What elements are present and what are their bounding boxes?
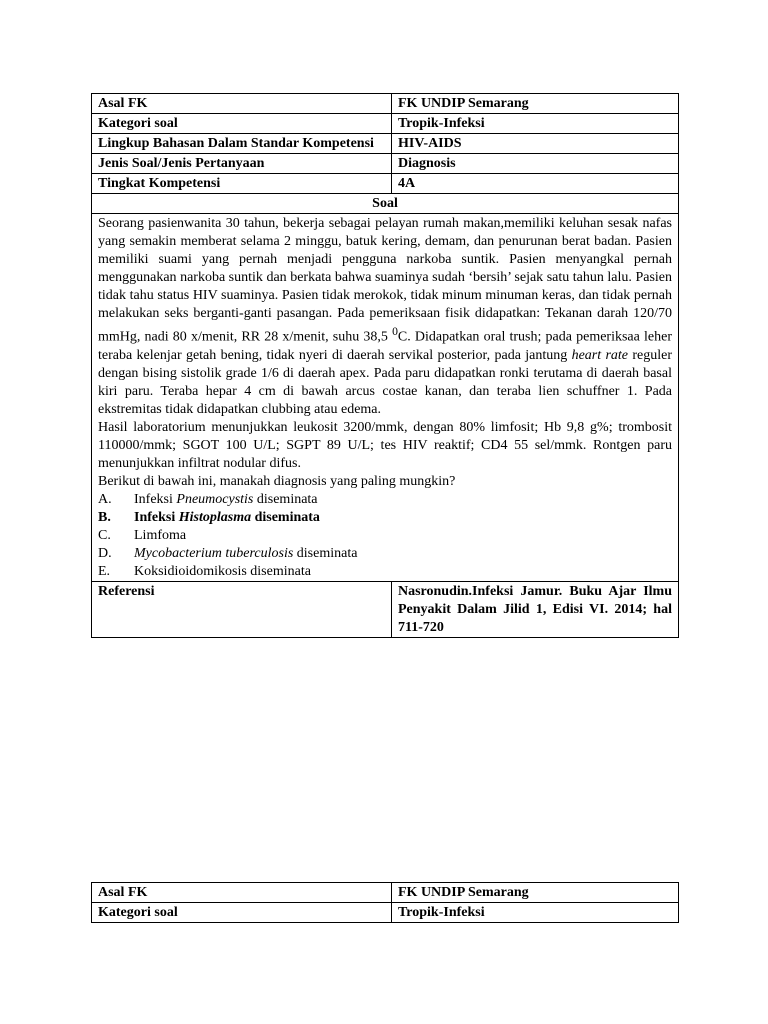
option-b bbox=[98, 509, 672, 527]
option-text: Koksidioidomikosis diseminata bbox=[134, 563, 311, 579]
option-italic: Pneumocystis bbox=[176, 491, 254, 507]
option-c bbox=[98, 527, 672, 545]
row-label: Lingkup Bahasan Dalam Standar Kompetensi bbox=[92, 134, 392, 154]
option-text: diseminata bbox=[251, 509, 320, 525]
question-table-1 bbox=[91, 93, 679, 638]
referensi-label: Referensi bbox=[92, 581, 392, 637]
row-value: Tropik-Infeksi bbox=[392, 114, 679, 134]
stem-question: Berikut di bawah ini, manakah diagnosis yang paling mungkin? bbox=[98, 473, 456, 489]
stem-paragraph-2: Hasil laboratorium menunjukkan leukosit 3200/mmk, dengan 80% limfosit; Hb 9,8 g%; trombosit 110000/mmk; SGOT 100 U/L; SGPT 89 U/L; tes HIV reaktif; CD4 55 sel/mmk. Rontgen paru menunjukkan infiltrat nodular difus. bbox=[98, 419, 672, 471]
option-text: Infeksi bbox=[134, 509, 179, 525]
table-row bbox=[92, 114, 679, 134]
option-text: Infeksi bbox=[134, 491, 177, 507]
stem-paragraph-1 bbox=[98, 215, 672, 419]
option-letter: E. bbox=[98, 563, 111, 579]
option-text: Limfoma bbox=[134, 527, 187, 543]
table-row bbox=[92, 154, 679, 174]
option-text: diseminata bbox=[293, 545, 358, 561]
row-label: Kategori soal bbox=[92, 114, 392, 134]
option-e bbox=[98, 563, 672, 581]
option-text: diseminata bbox=[253, 491, 318, 507]
row-label: Jenis Soal/Jenis Pertanyaan bbox=[92, 154, 392, 174]
table-row bbox=[92, 194, 679, 214]
option-letter: C. bbox=[98, 527, 111, 543]
table-row bbox=[92, 903, 679, 923]
row-label: Asal FK bbox=[92, 94, 392, 114]
soal-header: Soal bbox=[92, 194, 679, 214]
question-stem bbox=[92, 214, 679, 582]
table-row bbox=[92, 174, 679, 194]
table-row bbox=[92, 581, 679, 637]
row-label: Kategori soal bbox=[92, 903, 392, 923]
question-table-2 bbox=[91, 882, 679, 923]
row-value: HIV-AIDS bbox=[392, 134, 679, 154]
stem-italic-term: heart rate bbox=[571, 347, 629, 363]
degree-superscript: 0 bbox=[392, 325, 398, 338]
table-row bbox=[92, 94, 679, 114]
option-letter: A. bbox=[98, 491, 112, 507]
row-value: FK UNDIP Semarang bbox=[392, 883, 679, 903]
table-row bbox=[92, 214, 679, 582]
option-letter: B. bbox=[98, 509, 111, 525]
row-label: Tingkat Kompetensi bbox=[92, 174, 392, 194]
option-a bbox=[98, 491, 672, 509]
option-d bbox=[98, 545, 672, 563]
row-label: Asal FK bbox=[92, 883, 392, 903]
referensi-value: Nasronudin.Infeksi Jamur. Buku Ajar Ilmu Penyakit Dalam Jilid 1, Edisi VI. 2014; hal 711-720 bbox=[392, 581, 679, 637]
row-value: Tropik-Infeksi bbox=[392, 903, 679, 923]
stem-text: reguler dengan bising sistolik grade 1/6 di daerah apex. Pada paru didapatkan ronki terutama di daerah basal kiri paru. Teraba hepar 4 cm di bawah arcus costae kanan, dan teraba lien schuffner 1. Pada ekstremitas tidak didapatkan clubbing atau edema. bbox=[98, 347, 672, 417]
table-row bbox=[92, 883, 679, 903]
option-italic: Histoplasma bbox=[178, 509, 252, 525]
table-row bbox=[92, 134, 679, 154]
stem-text: Seorang pasienwanita 30 tahun, bekerja sebagai pelayan rumah makan,memiliki keluhan sesak nafas yang semakin memberat selama 2 minggu, batuk kering, demam, dan penurunan berat badan. Pasien memiliki suami yang pernah menjadi pengguna narkoba suntik. Pasien menyangkal pernah menggunakan narkoba suntik dan berkata bahwa suaminya sudah ‘bersih’ sejak satu tahun lalu. Pasien tidak tahu status HIV suaminya. Pasien tidak merokok, tidak minum minuman keras, dan tidak pernah melakukan seks berganti-ganti pasangan. Pada pemeriksaan fisik didapatkan: Tekanan darah 120/70 mmHg, nadi 80 x/menit, RR 28 x/menit, suhu 38,5 bbox=[98, 216, 672, 345]
stem-text: C. Didapatkan oral trush; pada pemeriksaa leher teraba kelenjar getah bening, tidak nyeri di daerah servikal posterior, pada jantung bbox=[98, 329, 672, 363]
option-italic: Mycobacterium tuberculosis bbox=[134, 545, 294, 561]
row-value: Diagnosis bbox=[392, 154, 679, 174]
row-value: 4A bbox=[392, 174, 679, 194]
option-letter: D. bbox=[98, 545, 112, 561]
row-value: FK UNDIP Semarang bbox=[392, 94, 679, 114]
